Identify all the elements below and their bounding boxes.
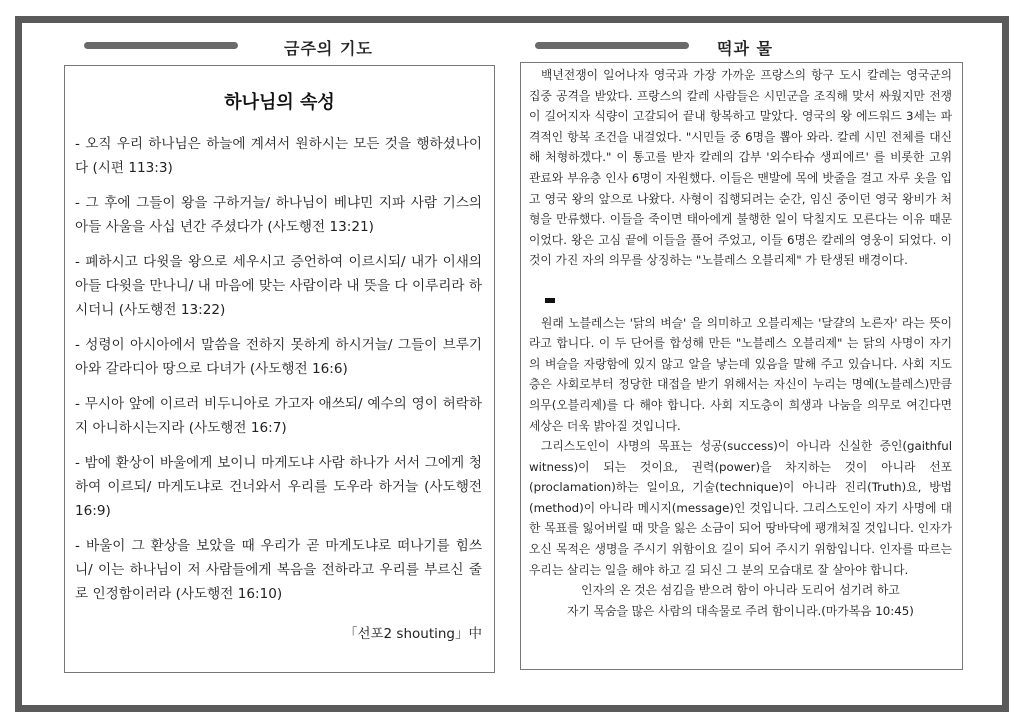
verse-item: - 밤에 환상이 바울에게 보이니 마게도냐 사람 하나가 서서 그에게 청하여 이르되/ 마게도냐로 건너와서 우리를 도우라 하거늘 (사도행전 16:9): [75, 455, 482, 519]
left-header-title: 금주의 기도: [284, 39, 373, 58]
prayer-heading: 하나님의 속성: [224, 92, 335, 113]
essay-paragraph-1: 백년전쟁이 일어나자 영국과 가장 가까운 프랑스의 항구 도시 칼레는 영국군의 집중 공격을 받았다. 프랑스의 칼레 사람들은 시민군을 조직해 맞서 싸웠지만 전쟁이 길어지자 식량이 고갈되어 끝내 항복하고 말았다. 영국의 왕 에드워드 3세는 파격적인 항복 조건을 내걸었다. "시민들 중 6명을 뽑아 와라. 칼레 시민 전체를 대신해 처형하겠다." 이 통고를 받자 칼레의 갑부 '외수타슈 생피에르' 를 비롯한 고위 관료와 부유층 인사 6명이 자원했다. 이들은 맨발에 목에 밧줄을 걸고 자루 옷을 입고 영국 왕의 앞으로 나왔다. 사형이 집행되려는 순간, 임신 중이던 영국 왕비가 처형을 만류했다. 이들을 죽이면 태아에게 불행한 일이 닥칠지도 모른다는 이유 때문이었다. 왕은 고심 끝에 이들을 풀어 주었고, 이들 6명은 칼레의 영웅이 되었다. 이것이 가진 자의 의무를 상징하는 "노블레스 오블리제" 가 탄생된 배경이다.: [529, 68, 952, 268]
verse-text: 그 후에 그들이 왕을 구하거늘/ 하나님이 베냐민 지파 사람 기스의 아들 사울을 사십 년간 주셨다가 (사도행전 13:21): [75, 195, 482, 235]
right-column-header: [535, 36, 835, 62]
verse-item: - 폐하시고 다윗을 왕으로 세우시고 증언하여 이르시되/ 내가 이새의 아들 다윗을 만나니/ 내 마음에 맞는 사람이라 내 뜻을 다 이루리라 하시더니 (사도행전 13:22): [75, 254, 482, 318]
left-column-header: [84, 36, 384, 62]
verse-text: 밤에 환상이 바울에게 보이니 마게도냐 사람 하나가 서서 그에게 청하여 이르되/ 마게도냐로 건너와서 우리를 도우라 하거늘 (사도행전 16:9): [75, 455, 482, 519]
verse-text: 성령이 아시아에서 말씀을 전하지 못하게 하시거늘/ 그들이 브루기아와 갈라디아 땅으로 다녀가 (사도행전 16:6): [75, 337, 482, 377]
verse-item: - 그 후에 그들이 왕을 구하거늘/ 하나님이 베냐민 지파 사람 기스의 아들 사울을 사십 년간 주셨다가 (사도행전 13:21): [75, 195, 482, 235]
section-marker: [529, 292, 952, 313]
verse-text: 무시아 앞에 이르러 비두니아로 가고자 애쓰되/ 예수의 영이 허락하지 아니하시는지라 (사도행전 16:7): [75, 396, 482, 436]
scripture-quote-line-2: 자기 목숨을 많은 사람의 대속물로 주려 함이니라.(마가복음 10:45): [567, 603, 914, 618]
verse-text: 폐하시고 다윗을 왕으로 세우시고 증언하여 이르시되/ 내가 이새의 아들 다윗을 만나니/ 내 마음에 맞는 사람이라 내 뜻을 다 이루리라 하시더니 (사도행전 13:22): [75, 254, 482, 318]
scripture-quote-line-1: 인자의 온 것은 섬김을 받으려 함이 아니라 도리어 섬기려 하고: [581, 583, 900, 598]
essay-text: [529, 65, 952, 621]
verse-item: - 바울이 그 환상을 보았을 때 우리가 곧 마게도냐로 떠나기를 힘쓰니/ 이는 하나님이 저 사람들에게 복음을 전하라고 우리를 부르신 줄로 인정함이러라 (사도행전 16:10): [75, 538, 483, 602]
bullet-marker: [545, 298, 555, 303]
essay-box: [520, 62, 963, 670]
header-bar-decoration: [84, 42, 238, 49]
essay-paragraph-2: 원래 노블레스는 '닭의 벼슬' 을 의미하고 오블리제는 '달걀의 노른자' 라는 뜻이라고 합니다. 이 두 단어를 합성해 만든 "노블레스 오블리제" 는 닭의 사명이 자기의 벼슬을 자랑함에 있지 않고 알을 낳는데 있음을 말해 주고 있습니다. 사회 지도층은 사회로부터 정당한 대접을 받기 위해서는 자신이 누리는 명예(노블레스)만큼 의무(오블리제)를 다 해야 합니다. 사회 지도층이 희생과 나눔을 의무로 여긴다면 세상은 더욱 밝아질 것입니다.: [529, 315, 952, 433]
verse-item: - 성령이 아시아에서 말씀을 전하지 못하게 하시거늘/ 그들이 브루기아와 갈라디아 땅으로 다녀가 (사도행전 16:6): [75, 337, 482, 377]
verse-item: - 오직 우리 하나님은 하늘에 계셔서 원하시는 모든 것을 행하셨나이다 (시편 113:3): [75, 136, 482, 176]
source-citation: 「선포2 shouting」中: [343, 626, 482, 642]
verse-list: [75, 132, 482, 617]
header-bar-decoration: [535, 42, 689, 49]
right-header-title: 떡과 물: [717, 39, 773, 58]
verse-text: 바울이 그 환상을 보았을 때 우리가 곧 마게도냐로 떠나기를 힘쓰니/ 이는 하나님이 저 사람들에게 복음을 전하라고 우리를 부르신 줄로 인정함이러라 (사도행전 16:10): [75, 538, 483, 602]
verse-text: 오직 우리 하나님은 하늘에 계셔서 원하시는 모든 것을 행하셨나이다 (시편 113:3): [75, 136, 482, 176]
verse-item: - 무시아 앞에 이르러 비두니아로 가고자 애쓰되/ 예수의 영이 허락하지 아니하시는지라 (사도행전 16:7): [75, 396, 482, 436]
essay-paragraph-3: 그리스도인이 사명의 목표는 성공(success)이 아니라 신실한 증인(gaithful witness)이 되는 것이요, 권력(power)을 차지하는 것이 아니라 선포(proclamation)하는 일이요, 기술(technique)이 아니라 진리(Truth)요, 방법(method)이 아니라 메시지(message)인 것입니다. 그리스도인이 자기 사명에 대한 목표를 잃어버릴 때 맛을 잃은 소금이 되어 땅바닥에 팽개쳐질 것입니다. 인자가 오신 목적은 생명을 주시기 위함이요 길이 되어 주시기 위함입니다. 인자를 따르는 우리는 살리는 일을 해야 하고 길 되신 그 분의 모습대로 잘 살아야 합니다.: [529, 439, 952, 577]
prayer-box: [64, 65, 495, 673]
